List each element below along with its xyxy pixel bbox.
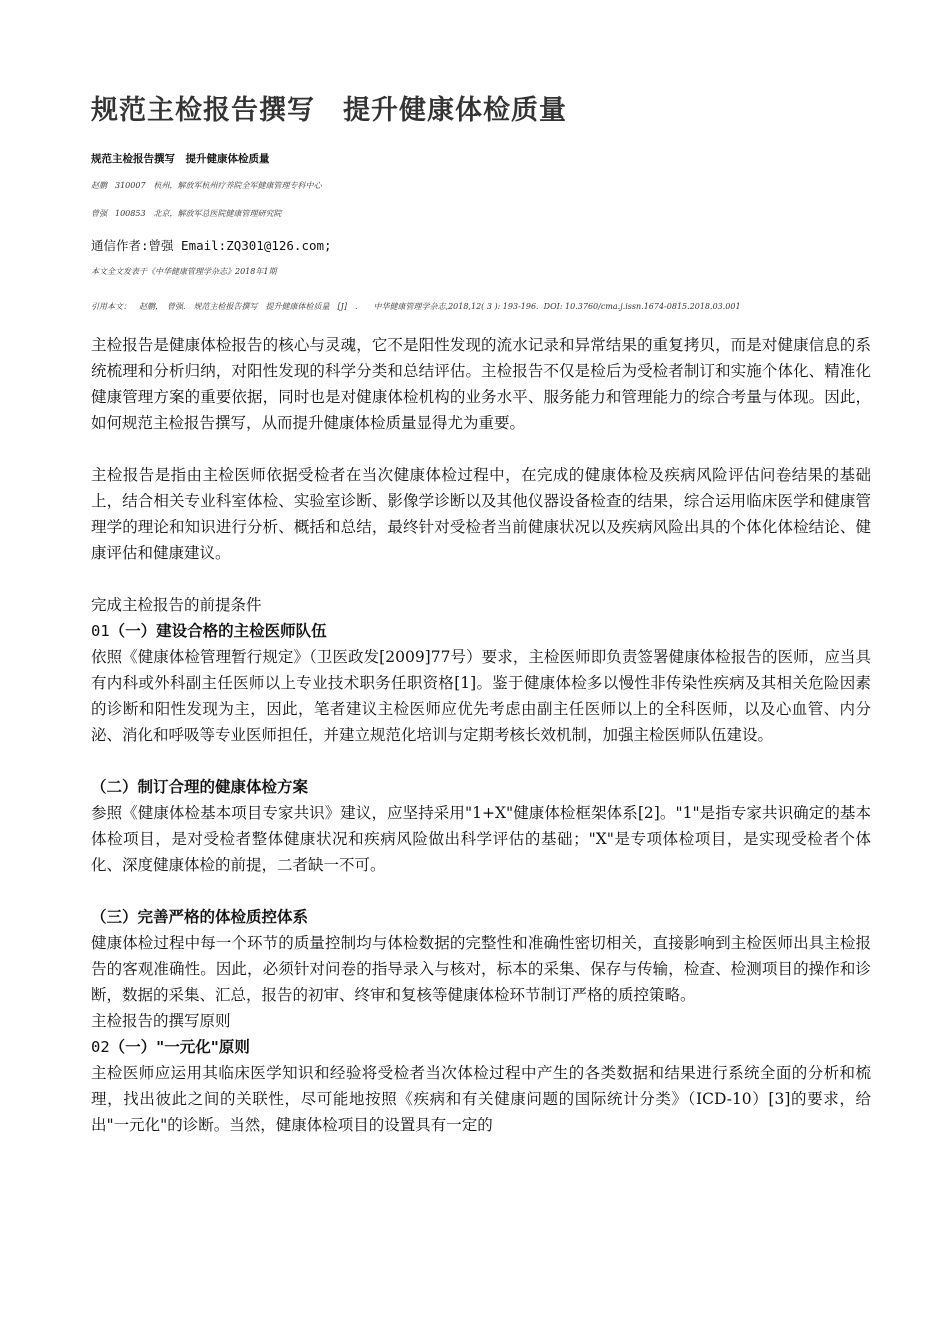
- section-1-paragraph-1: 依照《健康体检管理暂行规定》（卫医政发[2009]77号）要求，主检医师即负责签署健康体检报告的医师，应当具有内科或外科副主任医师以上专业技术职务任职资格[1]。鉴于健康体检多以慢性非传染性疾病及其相关危险因素的诊断和阳性发现为主，因此，笔者建议主检医师应优先考虑由副主任医师以上的全科医师，以及心血管、内分泌、消化和呼吸等专业医师担任，并建立规范化培训与定期考核长效机制，加强主检医师队伍建设。: [91, 648, 871, 744]
- section-2-paragraph-1: 主检医师应运用其临床医学知识和经验将受检者当次体检过程中产生的各类数据和结果进行系统全面的分析和梳理，找出彼此之间的关联性，尽可能地按照《疾病和有关健康问题的国际统计分类》（ICD-10）[3]的要求，给出"一元化"的诊断。当然，健康体检项目的设置具有一定的: [91, 1064, 871, 1134]
- intro-paragraph-2: 主检报告是指由主检医师依据受检者在当次健康体检过程中，在完成的健康体检及疾病风险评估问卷结果的基础上，结合相关专业科室体检、实验室诊断、影像学诊断以及其他仪器设备检查的结果，综合运用临床医学和健康管理学的理论和知识进行分析、概括和总结，最终针对受检者当前健康状况以及疾病风险出具的个体化体检结论、健康评估和健康建议。: [91, 466, 871, 562]
- section-1-number: 01: [91, 622, 110, 640]
- author-line-1: 赵鹏 310007 杭州，解放军杭州疗养院全军健康管理专科中心: [91, 181, 322, 190]
- section-1-heading-3: （三）完善严格的体检质控体系: [91, 908, 309, 926]
- subheading-text: （一）建设合格的主检医师队伍: [109, 622, 327, 640]
- citation: 引用本文： 赵鹏， 曾强. 规范主检报告撰写 提升健康体检质量 [J] . 中华健康管理学杂志,2018,12( 3 ): 193-196. DOI: 10.3760/cma.j.issn.1674-0815.2018.03.001: [91, 302, 741, 311]
- section-1-title: 完成主检报告的前提条件: [91, 596, 262, 614]
- section-1-heading-1: [91, 618, 871, 644]
- document-page: [91, 88, 871, 1138]
- section-1-paragraph-2: 参照《健康体检基本项目专家共识》建议，应坚持采用"1+X"健康体检框架体系[2]。"1"是指专家共识确定的基本体检项目，是对受检者整体健康状况和疾病风险做出科学评估的基础；"X"是专项体检项目，是实现受检者个体化、深度健康体检的前提，二者缺一不可。: [91, 804, 871, 874]
- article-subtitle: 规范主检报告撰写 提升健康体检质量: [91, 153, 270, 165]
- section-1-heading-2: （二）制订合理的健康体检方案: [91, 778, 309, 796]
- author-line-2: 曾强 100853 北京，解放军总医院健康管理研究院: [91, 209, 282, 218]
- page-title: 规范主检报告撰写 提升健康体检质量: [91, 95, 567, 126]
- intro-paragraph-1: 主检报告是健康体检报告的核心与灵魂，它不是阳性发现的流水记录和异常结果的重复拷贝，而是对健康信息的系统梳理和分析归纳，对阳性发现的科学分类和总结评估。主检报告不仅是检后为受检者制订和实施个体化、精准化健康管理方案的重要依据，同时也是对健康体检机构的业务水平、服务能力和管理能力的综合考量与体现。因此，如何规范主检报告撰写，从而提升健康体检质量显得尤为重要。: [91, 336, 871, 432]
- section-1-paragraph-3: 健康体检过程中每一个环节的质量控制均与体检数据的完整性和准确性密切相关，直接影响到主检医师出具主检报告的客观准确性。因此，必须针对问卷的指导录入与核对，标本的采集、保存与传输，检查、检测项目的操作和诊断，数据的采集、汇总，报告的初审、终审和复核等健康体检环节制订严格的质控策略。: [91, 934, 871, 1004]
- section-2-heading-1: [91, 1034, 871, 1060]
- section-2-number: 02: [91, 1038, 110, 1056]
- section-2-title: 主检报告的撰写原则: [91, 1012, 231, 1030]
- publication-note: 本文全文发表于《中华健康管理学杂志》2018年1期: [91, 267, 277, 276]
- corresponding-author: 通信作者:曾强 Email:ZQ301@126.com;: [91, 238, 332, 253]
- subheading-text: （一）"一元化"原则: [109, 1038, 250, 1056]
